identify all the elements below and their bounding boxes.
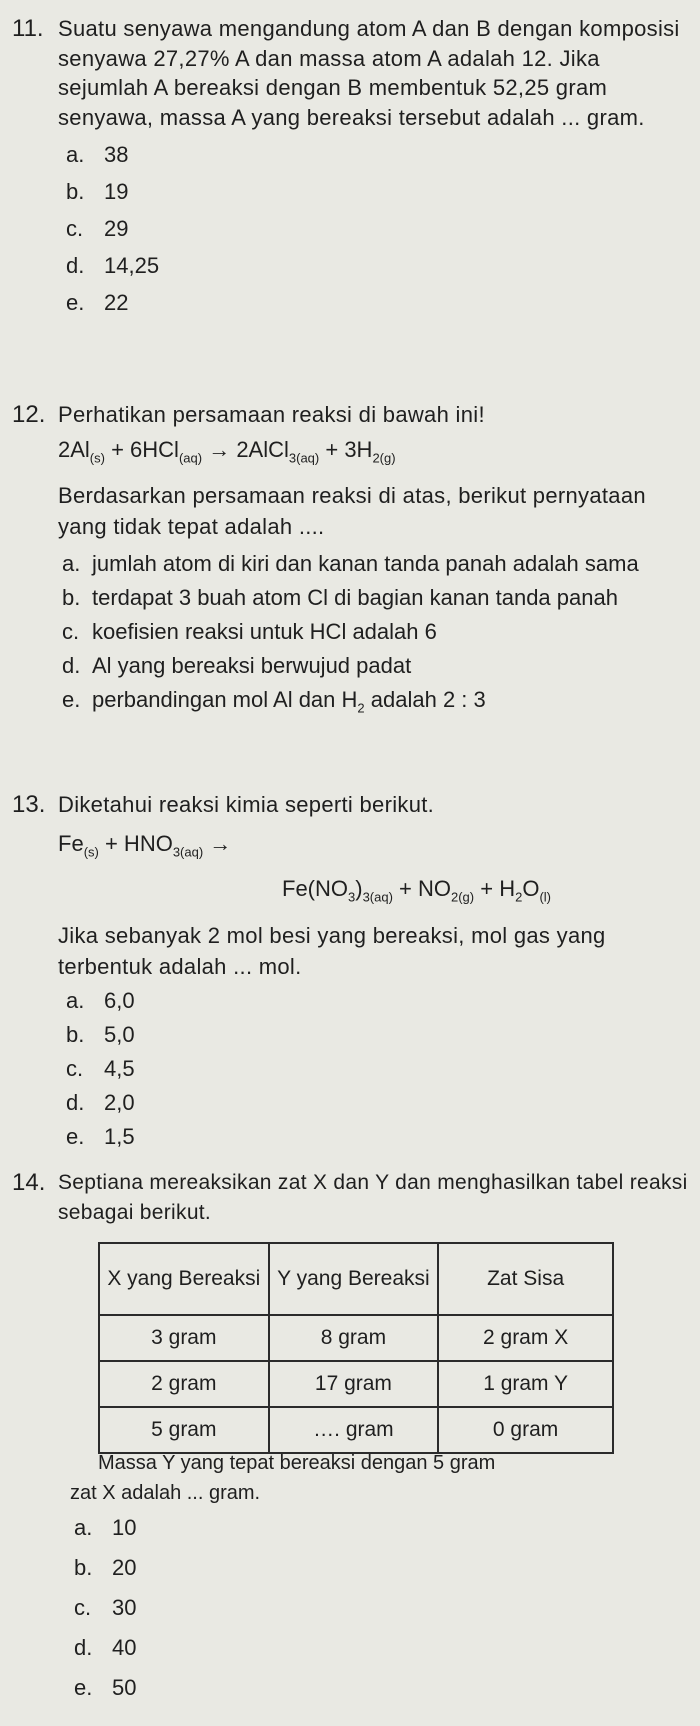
- table-cell: 8 gram: [269, 1315, 439, 1361]
- table-cell: 17 gram: [269, 1361, 439, 1407]
- options-list: [66, 136, 692, 321]
- option-a[interactable]: a. 6,0: [66, 988, 135, 1014]
- option-e[interactable]: e. perbandingan mol Al dan $H_2$ adalah 2 : 3: [62, 687, 486, 716]
- option-b[interactable]: b. 20: [74, 1555, 137, 1580]
- table-cell: 3 gram: [99, 1315, 269, 1361]
- table-cell: 1 gram Y: [438, 1361, 613, 1407]
- question-text: Berdasarkan persamaan reaksi di atas, berikut pernyataan yang tidak tepat adalah ....: [58, 483, 646, 540]
- table-cell: 2 gram: [99, 1361, 269, 1407]
- question-14: [12, 1168, 692, 1228]
- option-d[interactable]: d. Al yang bereaksi berwujud padat: [62, 653, 412, 679]
- option-e[interactable]: e. 50: [74, 1675, 137, 1700]
- table-row: [99, 1407, 613, 1453]
- question-number: 13.: [12, 791, 46, 818]
- question-text: Jika sebanyak 2 mol besi yang bereaksi, mol gas yang terbentuk adalah ... mol.: [58, 922, 606, 979]
- option-b[interactable]: b. 19: [66, 179, 129, 204]
- table-cell: …. gram: [269, 1407, 439, 1453]
- question-14-prompt-line-1: Massa Y yang tepat bereaksi dengan 5 gram: [98, 1452, 496, 1474]
- table-header: X yang Bereaksi: [99, 1243, 269, 1315]
- table-cell: 0 gram: [438, 1407, 613, 1453]
- option-c[interactable]: c. koefisien reaksi untuk HCl adalah 6: [62, 619, 437, 645]
- option-c[interactable]: c. 29: [66, 216, 129, 241]
- options-list: [62, 550, 662, 722]
- question-intro: Diketahui reaksi kimia seperti berikut.: [58, 792, 435, 817]
- option-d[interactable]: d. 14,25: [66, 253, 160, 278]
- question-13: [12, 790, 692, 1154]
- table-row: [99, 1315, 613, 1361]
- question-11: [12, 14, 692, 321]
- question-intro: Perhatikan persamaan reaksi di bawah ini!: [58, 402, 485, 427]
- option-c[interactable]: c. 4,5: [66, 1056, 135, 1082]
- question-text: Septiana mereaksikan zat X dan Y dan menghasilkan tabel reaksi sebagai berikut.: [58, 1171, 688, 1224]
- table-header: Y yang Bereaksi: [269, 1243, 439, 1315]
- option-a[interactable]: a. jumlah atom di kiri dan kanan tanda panah adalah sama: [62, 551, 639, 577]
- option-d[interactable]: d. 2,0: [66, 1090, 135, 1116]
- reaction-table: [98, 1242, 614, 1454]
- option-e[interactable]: e. 1,5: [66, 1124, 135, 1150]
- question-12: [12, 400, 692, 729]
- option-c[interactable]: c. 30: [74, 1595, 137, 1620]
- option-e[interactable]: e. 22: [66, 290, 129, 315]
- table-cell: 5 gram: [99, 1407, 269, 1453]
- option-d[interactable]: d. 40: [74, 1635, 137, 1660]
- question-text: Suatu senyawa mengandung atom A dan B dengan komposisi senyawa 27,27% A dan massa atom A adalah 12. Jika sejumlah A bereaksi dengan B membentuk 52,25 gram senyawa, massa A yang bereaksi tersebut adalah ... gram.: [58, 16, 680, 130]
- question-number: 12.: [12, 401, 46, 428]
- option-b[interactable]: b. 5,0: [66, 1022, 135, 1048]
- options-list: [66, 984, 692, 1154]
- question-number: 14.: [12, 1169, 46, 1196]
- reaction-equation-line-1: $Fe_{(s)} + HNO_{3(aq)}$ →: [58, 831, 232, 860]
- reaction-equation-line-2: $Fe(NO_3)_{3(aq)} + NO_{2(g)} + H_2O_{(l)}$: [282, 876, 551, 905]
- options-list: [74, 1508, 136, 1708]
- question-number: 11.: [12, 15, 44, 42]
- question-14-prompt-line-2: zat X adalah ... gram.: [70, 1482, 261, 1504]
- reaction-equation: $2Al_{(s)} + 6HCl_{(aq)}$ → 2AlCl$_{3(aq)}$ + $3H_{2(g)}$: [58, 437, 396, 466]
- option-a[interactable]: a. 10: [74, 1515, 137, 1540]
- option-a[interactable]: a. 38: [66, 142, 129, 167]
- table-row: [99, 1361, 613, 1407]
- table-header-row: [99, 1243, 613, 1315]
- table-header: Zat Sisa: [438, 1243, 613, 1315]
- option-b[interactable]: b. terdapat 3 buah atom Cl di bagian kanan tanda panah: [62, 585, 618, 611]
- table-cell: 2 gram X: [438, 1315, 613, 1361]
